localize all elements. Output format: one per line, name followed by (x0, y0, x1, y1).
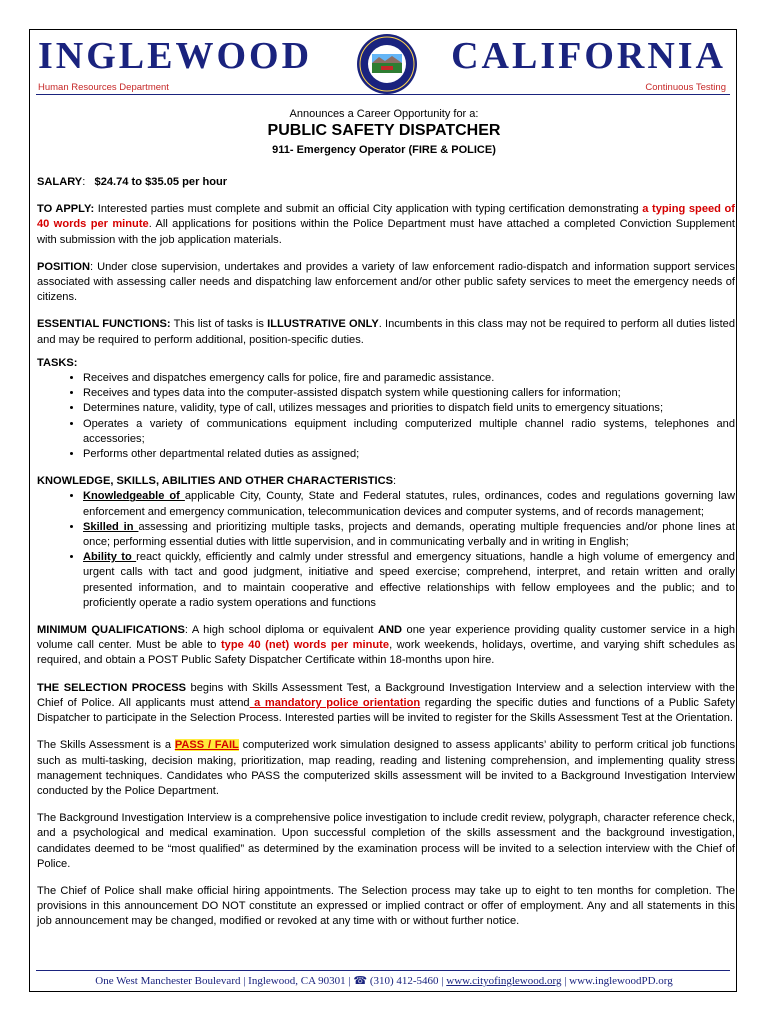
minimum-text-2: one year experience providing quality customer service in a high volume call center. Must be able to (37, 624, 736, 652)
selection-label: THE SELECTION PROCESS (37, 681, 187, 694)
position-section (37, 260, 735, 306)
announcement-intro: Announces a Career Opportunity for a: (289, 108, 479, 120)
footer-phone: (310) 412-5460 | (367, 975, 447, 987)
list-item: • Receives and dispatches emergency calls for police, fire and paramedic assistance. (83, 371, 735, 386)
city-website-link[interactable]: www.cityofinglewood.org (446, 975, 562, 987)
tasks-label: TASKS: (37, 356, 78, 369)
position-label: POSITION (37, 260, 91, 273)
ksa-lead: Ability to (83, 551, 137, 564)
apply-section (37, 202, 735, 248)
ksa-heading (37, 474, 735, 489)
list-item: • Performs other departmental related duties as assigned; (83, 447, 735, 462)
ksa-label: KNOWLEDGE, SKILLS, ABILITIES AND OTHER CHARACTERISTICS (37, 475, 394, 488)
salary-colon: : (82, 176, 86, 188)
ksa-lead: Knowledgeable of (83, 490, 185, 503)
tasks-heading (37, 356, 735, 371)
testing-label: Continuous Testing (645, 82, 726, 93)
salary-section (37, 175, 735, 190)
ksa-lead: Skilled in (83, 520, 139, 533)
footer (30, 974, 738, 987)
phone-icon: ☎ (353, 975, 368, 987)
list-item: • Receives and types data into the computer-assisted dispatch system while questioning callers for information; (83, 386, 735, 401)
selection-process-section (37, 681, 735, 727)
typing-speed-requirement: a typing speed of 40 words per minute (37, 203, 736, 231)
job-announcement-page (29, 29, 737, 992)
ksa-colon: : (393, 475, 397, 488)
tasks-list (37, 371, 735, 462)
essential-text-2: . Incumbents in this class may not be required to perform all duties listed and may be required to perform additional, position-specific duties. (37, 318, 736, 346)
chief-section: The Chief of Police shall make official hiring appointments. The Selection process may take up to eight to ten months for completion. The provisions in this announcement DO NOT constitute an expressed or implied contract or offer of employment. Any and all statements in this job announcement may be changed, modified or revoked at any time with or without further notice. (37, 884, 735, 928)
ksa-text: react quickly, efficiently and calmly under stressful and emergency situations, handle a high volume of emergency and urgent calls with tact and good judgment, initiative and speed exercise; comprehend, interpret, and retain written and orally presented information, and to maintain cooperative and effective relationships with fellow employees and the public; and to proficiently operate a radio system operations and functions (83, 551, 735, 609)
background-section: The Background Investigation Interview is a comprehensive police investigation to include credit review, polygraph, character reference check, and a psychological and medical examination. Upon successful completion of the skills assessment and the background investigation, candidates deemed to be “most qualified” as determined by the examination process will be invited to a selection interview with the Chief of Police. (37, 812, 735, 870)
police-website: www.inglewoodPD.org (569, 975, 673, 987)
footer-rule (36, 970, 730, 971)
header-rule (36, 94, 730, 95)
ksa-text: applicable City, County, State and Federal statutes, rules, ordinances, codes and regulations governing law enforcement and emergency communication, telecommunication devices and computer systems, and of records management; (83, 490, 735, 518)
essential-functions-section (37, 317, 735, 347)
footer-separator: | (561, 975, 570, 987)
department-label: Human Resources Department (38, 82, 169, 93)
city-seal-icon (355, 32, 419, 96)
header-right-title: CALIFORNIA (451, 35, 726, 77)
essential-bold: ILLUSTRATIVE ONLY (267, 318, 379, 331)
selection-text-2: regarding the specific duties and functions of a Public Safety Dispatcher to participate in the Selection Process. Interested parties will be invited to register for the Skills Assessment Test at the Orientation. (37, 696, 735, 725)
job-title: PUBLIC SAFETY DISPATCHER (267, 122, 501, 139)
minimum-label: MINIMUM QUALIFICATIONS (37, 624, 185, 637)
position-text: : Under close supervision, undertakes and provides a variety of law enforcement radio-dispatch and information support services associated with assessing caller needs and dispatching law enforcement and/or other public safety services to meet the emergency needs of citizens. (37, 260, 735, 304)
skills-assessment-section (37, 738, 735, 799)
list-item (83, 489, 735, 519)
minimum-qualifications-section (37, 623, 735, 669)
ksa-text: assessing and prioritizing multiple tasks, projects and demands, operating multiple frequencies and/or phone lines at once; performing essential duties with little supervision, and in communicating verbally and in writing in English; (83, 520, 735, 549)
apply-text-2: . All applications for positions within the Police Department must have attached a completed Conviction Supplement with submission with the job application materials. (37, 218, 735, 246)
selection-text-1: begins with Skills Assessment Test, a Background Investigation Interview and a selection interview with the Chief of Police. All applicants must attend (37, 681, 735, 709)
job-subtitle: 911- Emergency Operator (FIRE & POLICE) (272, 144, 496, 156)
minimum-text-1: : A high school diploma or equivalent (184, 624, 378, 637)
salary-label: SALARY (37, 176, 83, 188)
typing-requirement: type 40 (net) words per minute (220, 639, 390, 652)
essential-label: ESSENTIAL FUNCTIONS: (37, 318, 171, 331)
header-left-title: INGLEWOOD (38, 35, 313, 77)
orientation-requirement: a mandatory police orientation (249, 696, 421, 709)
list-item: • Operates a variety of communications equipment including computerized multiple channel radio systems, telephones and accessories; (83, 417, 735, 447)
pass-fail-highlight: PASS / FAIL (174, 739, 239, 752)
minimum-bold: AND (377, 624, 403, 637)
list-item: • Determines nature, validity, type of call, utilizes messages and priorities to dispatch field units to emergency situations; (83, 401, 735, 416)
apply-label: TO APPLY: (37, 203, 95, 216)
minimum-text-3: , work weekends, holidays, overtime, and varying shift schedules as required, and obtain a POST Public Safety Dispatcher Certificate within 18-months upon hire. (37, 639, 735, 667)
skills-text-1: The Skills Assessment is a (37, 739, 175, 752)
essential-text-1: This list of tasks is (170, 318, 268, 331)
apply-text-1: Interested parties must complete and submit an official City application with typing certification demonstrating (94, 203, 643, 216)
list-item (83, 520, 735, 550)
footer-address: One West Manchester Boulevard | Inglewood, CA 90301 | (95, 975, 354, 987)
list-item (83, 550, 735, 611)
announcement-body (37, 175, 735, 942)
salary-value: $24.74 to $35.05 per hour (94, 176, 228, 188)
ksa-list (37, 489, 735, 611)
skills-text-2: computerized work simulation designed to assess applicants’ ability to perform critical job functions such as multi-tasking, decision making, prioritization, map reading, reading and listening comprehension, and implementing quality stress management techniques. Candidates who PASS the computerized skills assessment will be invited to a Background Investigation Interview conducted by the Police Department. (37, 739, 736, 797)
